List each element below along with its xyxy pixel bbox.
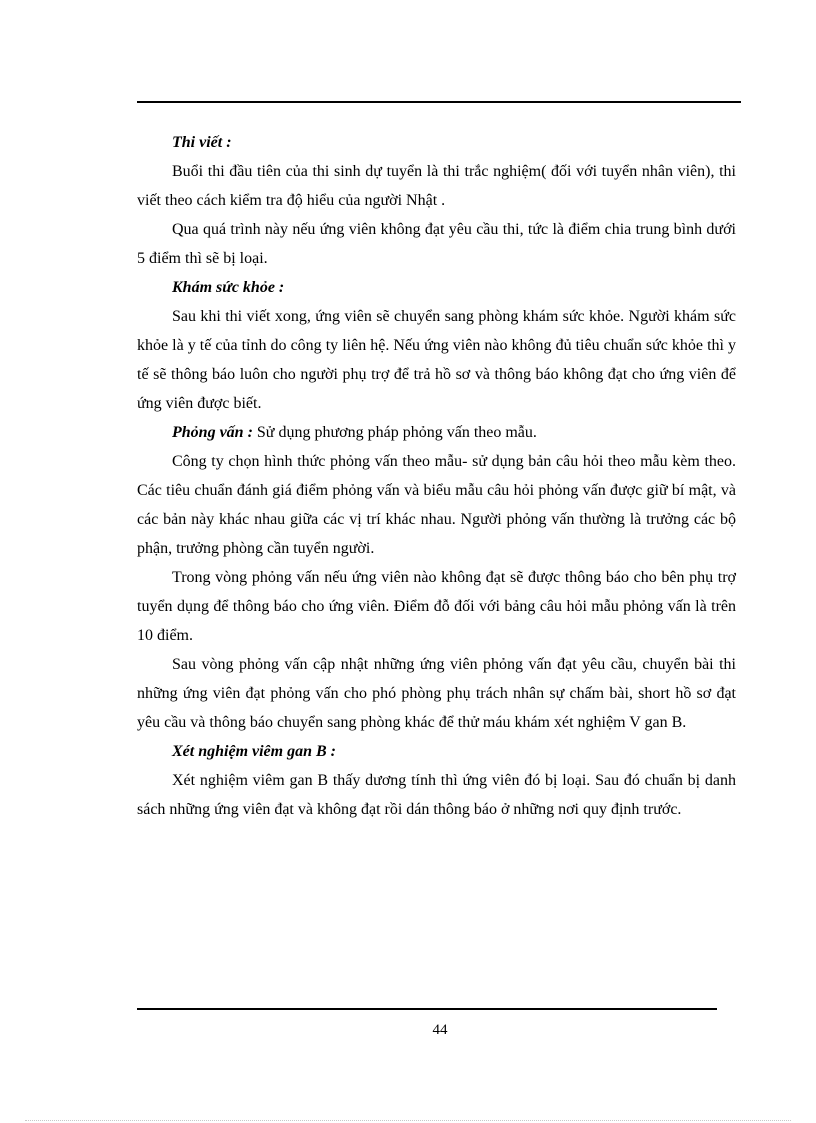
paragraph: Công ty chọn hình thức phỏng vấn theo mẫu- sử dụng bản câu hỏi theo mẫu kèm theo. Các tiêu chuẩn đánh giá điểm phỏng vấn và biểu mẫu câu hỏi phỏng vấn được giữ bí mật, và các bản này khác nhau giữa các vị trí khác nhau. Người phỏng vấn thường là trưởng các bộ phận, trưởng phòng cần tuyển người.	[137, 453, 736, 557]
paragraph: Trong vòng phỏng vấn nếu ứng viên nào không đạt sẽ được thông báo cho bên phụ trợ tuyển dụng để thông báo cho ứng viên. Điểm đỗ đối với bảng câu hỏi mẫu phỏng vấn là trên 10 điểm.	[137, 569, 736, 644]
page-number: 44	[432, 1022, 448, 1038]
section-heading-interview-line	[137, 418, 736, 447]
paragraph: Sau khi thi viết xong, ứng viên sẽ chuyển sang phòng khám sức khỏe. Người khám sức khỏe là y tế của tỉnh do công ty liên hệ. Nếu ứng viên nào không đủ tiêu chuẩn sức khỏe thì y tế sẽ thông báo luôn cho người phụ trợ để trả hồ sơ và thông báo không đạt cho ứng viên để ứng viên được biết.	[137, 308, 736, 412]
paragraph: Qua quá trình này nếu ứng viên không đạt yêu cầu thi, tức là điểm chia trung bình dưới 5 điểm thì sẽ bị loại.	[137, 221, 736, 267]
page-edge-dots	[25, 1120, 791, 1121]
section-heading-health-check: Khám sức khỏe :	[172, 279, 285, 296]
section-heading-hepatitis-test: Xét nghiệm viêm gan B :	[172, 743, 336, 760]
paragraph: Sau vòng phỏng vấn cập nhật những ứng viên phỏng vấn đạt yêu cầu, chuyển bài thi những ứng viên đạt phỏng vấn cho phó phòng phụ trách nhân sự chấm bài, short hồ sơ đạt yêu cầu và thông báo chuyển sang phòng khác để thử máu khám xét nghiệm V gan B.	[137, 656, 736, 731]
footer-rule	[137, 1008, 717, 1010]
paragraph: Xét nghiệm viêm gan B thấy dương tính thì ứng viên đó bị loại. Sau đó chuẩn bị danh sách những ứng viên đạt và không đạt rồi dán thông báo ở những nơi quy định trước.	[137, 772, 736, 818]
document-body	[137, 128, 736, 824]
section-heading-interview: Phỏng vấn :	[172, 424, 253, 441]
paragraph: Buổi thi đầu tiên của thi sinh dự tuyển là thi trắc nghiệm( đối với tuyển nhân viên), thi viết theo cách kiểm tra độ hiểu của người Nhật .	[137, 163, 736, 209]
interview-method-text: Sử dụng phương pháp phỏng vấn theo mẫu.	[252, 424, 537, 441]
header-rule	[137, 101, 741, 103]
section-heading-written-test: Thi viết :	[172, 134, 232, 151]
